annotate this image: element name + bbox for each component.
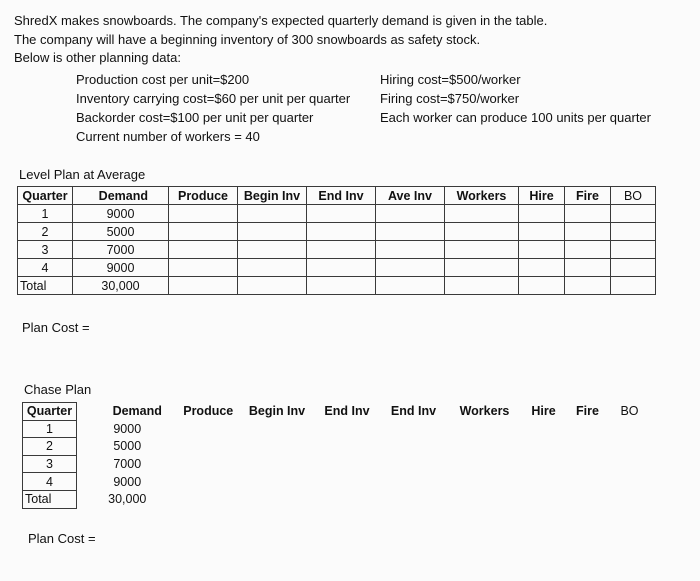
chase-plan-table bbox=[22, 402, 650, 509]
planning-data-left bbox=[76, 70, 350, 146]
header-bo: BO bbox=[620, 404, 639, 419]
bo-cell[interactable] bbox=[610, 420, 650, 438]
quarter-cell: 1 bbox=[18, 205, 73, 223]
quarter-cell: 2 bbox=[18, 223, 73, 241]
intro-line-2: The company will have a beginning inventory of 300 snowboards as safety stock. bbox=[14, 31, 481, 47]
hire-cell[interactable] bbox=[519, 205, 565, 223]
table-row bbox=[23, 420, 650, 438]
ave-inv-cell[interactable] bbox=[376, 223, 445, 241]
worker-productivity: Each worker can produce 100 units per quarter bbox=[380, 110, 651, 125]
workers-cell[interactable] bbox=[445, 277, 519, 295]
demand-cell: 5000 bbox=[73, 223, 169, 241]
produce-cell[interactable] bbox=[178, 473, 240, 491]
total-row bbox=[18, 277, 656, 295]
end-inv-cell-2[interactable] bbox=[380, 473, 448, 491]
workers-cell[interactable] bbox=[448, 438, 522, 456]
level-plan-cost: Plan Cost = bbox=[22, 320, 90, 335]
fire-cell[interactable] bbox=[566, 438, 610, 456]
produce-cell[interactable] bbox=[178, 438, 240, 456]
level-plan-header-row bbox=[18, 187, 656, 205]
begin-inv-cell[interactable] bbox=[240, 490, 315, 508]
begin-inv-cell[interactable] bbox=[240, 420, 315, 438]
produce-cell[interactable] bbox=[169, 277, 238, 295]
quarter-cell: 3 bbox=[23, 455, 77, 473]
firing-cost: Firing cost=$750/worker bbox=[380, 91, 520, 106]
workers-cell[interactable] bbox=[448, 420, 522, 438]
produce-cell[interactable] bbox=[169, 241, 238, 259]
fire-cell[interactable] bbox=[565, 277, 611, 295]
produce-cell[interactable] bbox=[169, 205, 238, 223]
produce-cell[interactable] bbox=[178, 455, 240, 473]
table-row bbox=[23, 455, 650, 473]
hire-cell[interactable] bbox=[522, 455, 566, 473]
workers-cell[interactable] bbox=[448, 455, 522, 473]
begin-inv-cell[interactable] bbox=[240, 438, 315, 456]
fire-cell[interactable] bbox=[565, 259, 611, 277]
fire-cell[interactable] bbox=[566, 420, 610, 438]
ave-inv-cell[interactable] bbox=[376, 259, 445, 277]
demand-cell: 9000 bbox=[73, 205, 169, 223]
header-begin-inv: Begin Inv bbox=[248, 404, 306, 419]
header-demand: Demand bbox=[73, 187, 169, 205]
level-plan-title: Level Plan at Average bbox=[19, 167, 146, 182]
hiring-cost: Hiring cost=$500/worker bbox=[380, 72, 521, 87]
header-bo: BO bbox=[611, 187, 656, 205]
demand-cell: 30,000 bbox=[77, 490, 178, 508]
bo-cell[interactable] bbox=[610, 455, 650, 473]
produce-cell[interactable] bbox=[169, 223, 238, 241]
hire-cell[interactable] bbox=[519, 277, 565, 295]
bo-cell[interactable] bbox=[610, 473, 650, 491]
fire-cell[interactable] bbox=[566, 455, 610, 473]
production-cost: Production cost per unit=$200 bbox=[76, 72, 250, 87]
quarter-cell: 2 bbox=[23, 438, 77, 456]
backorder-cost: Backorder cost=$100 per unit per quarter bbox=[76, 110, 314, 125]
table-row bbox=[18, 241, 656, 259]
quarter-cell: 1 bbox=[23, 420, 77, 438]
total-row bbox=[23, 490, 650, 508]
end-inv-cell-2[interactable] bbox=[380, 490, 448, 508]
fire-cell[interactable] bbox=[566, 473, 610, 491]
produce-cell[interactable] bbox=[178, 490, 240, 508]
header-quarter: Quarter bbox=[23, 403, 77, 421]
quarter-cell: 3 bbox=[18, 241, 73, 259]
header-fire: Fire bbox=[565, 187, 611, 205]
end-inv-cell[interactable] bbox=[315, 473, 380, 491]
fire-cell[interactable] bbox=[565, 241, 611, 259]
table-row bbox=[18, 223, 656, 241]
ave-inv-cell[interactable] bbox=[376, 277, 445, 295]
begin-inv-cell[interactable] bbox=[240, 473, 315, 491]
begin-inv-cell[interactable] bbox=[238, 205, 307, 223]
end-inv-cell-2[interactable] bbox=[380, 438, 448, 456]
demand-cell: 5000 bbox=[77, 438, 178, 456]
quarter-cell: 4 bbox=[18, 259, 73, 277]
produce-cell[interactable] bbox=[178, 420, 240, 438]
hire-cell[interactable] bbox=[519, 241, 565, 259]
bo-cell[interactable] bbox=[611, 277, 656, 295]
planning-data-right bbox=[380, 70, 651, 127]
header-demand: Demand bbox=[112, 404, 162, 419]
header-begin-inv: Begin Inv bbox=[238, 187, 307, 205]
header-end-inv: End Inv bbox=[324, 404, 370, 419]
intro-line-1: ShredX makes snowboards. The company's expected quarterly demand is given in the table. bbox=[14, 13, 548, 28]
end-inv-cell[interactable] bbox=[307, 259, 376, 277]
header-fire: Fire bbox=[576, 404, 599, 419]
bo-cell[interactable] bbox=[611, 259, 656, 277]
quarter-cell: Total bbox=[23, 490, 77, 508]
quarter-cell: Total bbox=[18, 277, 73, 295]
hire-cell[interactable] bbox=[522, 473, 566, 491]
intro-line-3: Below is other planning data: bbox=[14, 50, 181, 65]
end-inv-cell[interactable] bbox=[315, 455, 380, 473]
workers-cell[interactable] bbox=[448, 473, 522, 491]
header-workers: Workers bbox=[445, 187, 519, 205]
header-hire: Hire bbox=[519, 187, 565, 205]
workers-cell[interactable] bbox=[445, 259, 519, 277]
header-workers: Workers bbox=[459, 404, 510, 419]
bo-cell[interactable] bbox=[610, 438, 650, 456]
demand-cell: 30,000 bbox=[73, 277, 169, 295]
bo-cell[interactable] bbox=[611, 205, 656, 223]
chase-plan-header-row bbox=[23, 403, 650, 421]
intro-text bbox=[14, 12, 547, 68]
workers-cell[interactable] bbox=[448, 490, 522, 508]
hire-cell[interactable] bbox=[519, 223, 565, 241]
table-row bbox=[23, 473, 650, 491]
hire-cell[interactable] bbox=[522, 420, 566, 438]
header-ave-inv: Ave Inv bbox=[376, 187, 445, 205]
chase-plan-cost: Plan Cost = bbox=[28, 531, 96, 546]
bo-cell[interactable] bbox=[611, 223, 656, 241]
header-produce: Produce bbox=[183, 404, 234, 419]
workers-cell[interactable] bbox=[445, 241, 519, 259]
fire-cell[interactable] bbox=[565, 205, 611, 223]
bo-cell[interactable] bbox=[610, 490, 650, 508]
begin-inv-cell[interactable] bbox=[238, 277, 307, 295]
end-inv-cell[interactable] bbox=[315, 420, 380, 438]
begin-inv-cell[interactable] bbox=[238, 223, 307, 241]
demand-cell: 7000 bbox=[77, 455, 178, 473]
quarter-cell: 4 bbox=[23, 473, 77, 491]
end-inv-cell-2[interactable] bbox=[380, 455, 448, 473]
header-end-inv-2: End Inv bbox=[390, 404, 437, 419]
begin-inv-cell[interactable] bbox=[238, 241, 307, 259]
end-inv-cell-2[interactable] bbox=[380, 420, 448, 438]
hire-cell[interactable] bbox=[522, 490, 566, 508]
end-inv-cell[interactable] bbox=[307, 205, 376, 223]
workers-cell[interactable] bbox=[445, 205, 519, 223]
hire-cell[interactable] bbox=[519, 259, 565, 277]
hire-cell[interactable] bbox=[522, 438, 566, 456]
fire-cell[interactable] bbox=[566, 490, 610, 508]
end-inv-cell[interactable] bbox=[307, 277, 376, 295]
header-produce: Produce bbox=[169, 187, 238, 205]
workers-cell[interactable] bbox=[445, 223, 519, 241]
end-inv-cell[interactable] bbox=[307, 241, 376, 259]
demand-cell: 9000 bbox=[77, 420, 178, 438]
end-inv-cell[interactable] bbox=[307, 223, 376, 241]
level-plan-table bbox=[17, 186, 656, 295]
table-row bbox=[23, 438, 650, 456]
ave-inv-cell[interactable] bbox=[376, 205, 445, 223]
header-end-inv: End Inv bbox=[307, 187, 376, 205]
table-row bbox=[18, 259, 656, 277]
produce-cell[interactable] bbox=[169, 259, 238, 277]
bo-cell[interactable] bbox=[611, 241, 656, 259]
end-inv-cell[interactable] bbox=[315, 438, 380, 456]
begin-inv-cell[interactable] bbox=[238, 259, 307, 277]
inventory-carrying-cost: Inventory carrying cost=$60 per unit per quarter bbox=[76, 91, 351, 106]
current-workers: Current number of workers = 40 bbox=[76, 129, 260, 144]
end-inv-cell[interactable] bbox=[315, 490, 380, 508]
table-row bbox=[18, 205, 656, 223]
header-quarter: Quarter bbox=[18, 187, 73, 205]
begin-inv-cell[interactable] bbox=[240, 455, 315, 473]
demand-cell: 9000 bbox=[73, 259, 169, 277]
chase-plan-title: Chase Plan bbox=[24, 382, 92, 397]
ave-inv-cell[interactable] bbox=[376, 241, 445, 259]
fire-cell[interactable] bbox=[565, 223, 611, 241]
demand-cell: 9000 bbox=[77, 473, 178, 491]
demand-cell: 7000 bbox=[73, 241, 169, 259]
header-hire: Hire bbox=[531, 404, 556, 419]
